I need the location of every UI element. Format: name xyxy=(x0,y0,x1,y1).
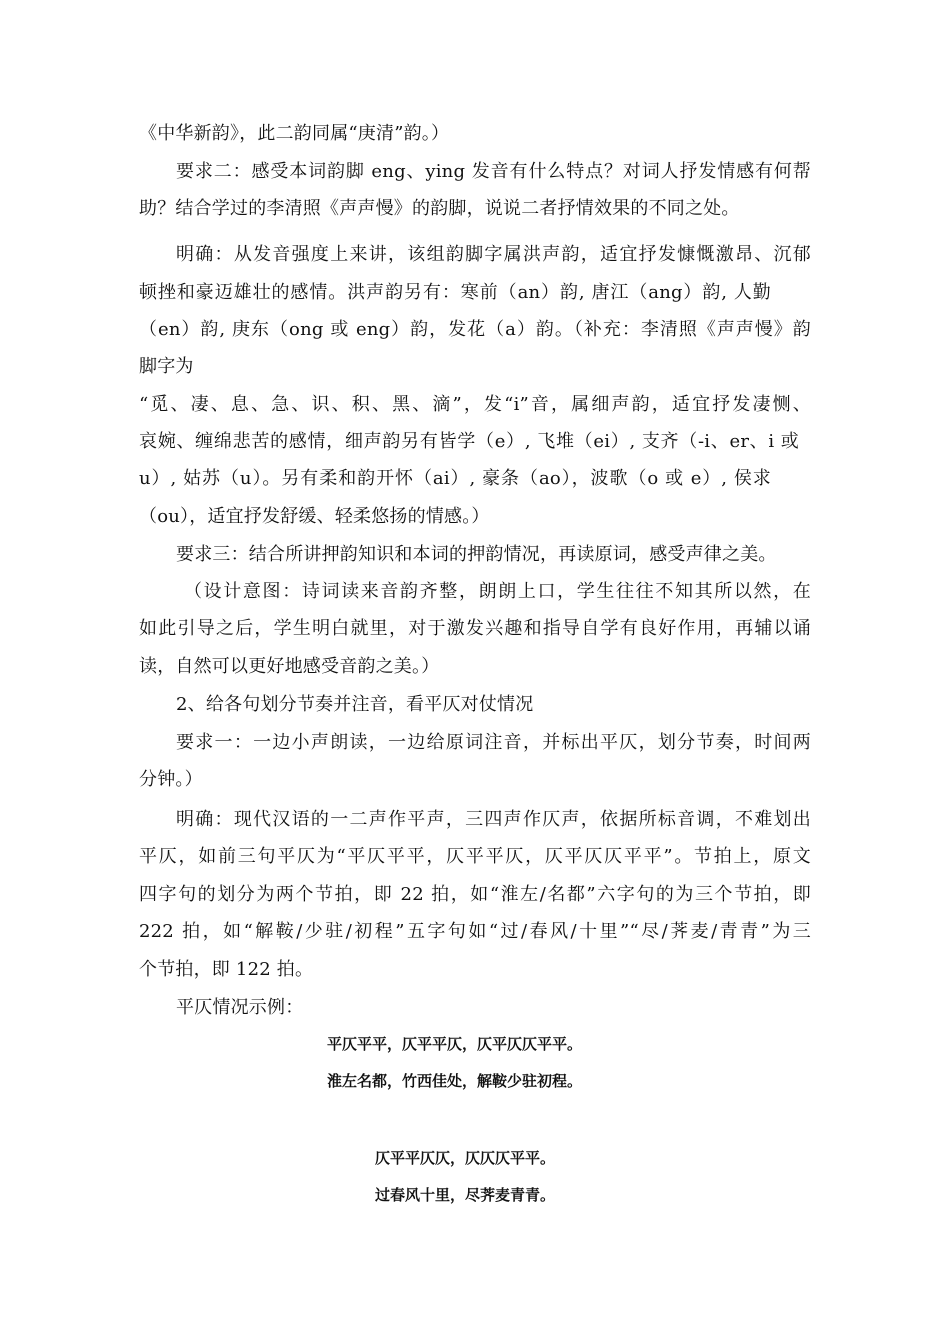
paragraph-line: 《中华新韵》，此二韵同属“庚清”韵。） xyxy=(139,123,450,144)
paragraph-line: 脚字为 xyxy=(139,356,194,377)
paragraph-line: （ou），适宜抒发舒缓、轻柔悠扬的情感。） xyxy=(139,506,490,527)
paragraph-line: （设计意图：诗词读来音韵齐整，朗朗上口，学生往往不知其所以然，在 xyxy=(184,581,811,602)
example-line: 仄平平仄仄，仄仄仄平平。 xyxy=(375,1149,556,1167)
paragraph-line: 要求二：感受本词韵脚 eng、ying 发音有什么特点？对词人抒发情感有何帮 xyxy=(176,161,811,182)
paragraph-line: 如此引导之后，学生明白就里，对于激发兴趣和指导自学有良好作用，再辅以诵 xyxy=(139,618,811,639)
paragraph-line: 读，自然可以更好地感受音韵之美。） xyxy=(139,656,440,677)
paragraph-line: u）, 姑苏（u）。另有柔和韵开怀（ai）, 豪条（ao），波歌（o 或 e）, 侯求 xyxy=(139,468,771,489)
paragraph-line: 助？结合学过的李清照《声声慢》的韵脚，说说二者抒情效果的不同之处。 xyxy=(139,198,740,219)
paragraph-line: 顿挫和豪迈雄壮的感情。洪声韵另有：寒前（an）韵, 唐江（ang）韵, 人勤 xyxy=(139,282,771,303)
paragraph-line: 明确：从发音强度上来讲，该组韵脚字属洪声韵，适宜抒发慷慨激昂、沉郁 xyxy=(176,244,811,265)
paragraph-line: 要求三：结合所讲押韵知识和本词的押韵情况，再读原词，感受声律之美。 xyxy=(176,544,777,565)
example-line: 平仄平平，仄平平仄，仄平仄仄平平。 xyxy=(327,1035,583,1053)
paragraph-line: 哀婉、缠绵悲苦的感情，细声韵另有皆学（e）, 飞堆（ei）, 支齐（-i、er、i 或 xyxy=(139,431,799,452)
example-line: 过春风十里，尽荠麦青青。 xyxy=(375,1186,556,1204)
paragraph-line: 四字句的划分为两个节拍，即 22 拍，如“淮左/名都”六字句的为三个节拍，即 xyxy=(139,884,811,905)
paragraph-line: 2、给各句划分节奏并注音，看平仄对仗情况 xyxy=(176,694,534,715)
paragraph-line: 222 拍，如“解鞍/少驻/初程”五字句如“过/春风/十里”“尽/荠麦/青青”为三 xyxy=(139,921,812,942)
example-line: 淮左名都，竹西佳处，解鞍少驻初程。 xyxy=(327,1072,583,1090)
paragraph-line: 平仄情况示例： xyxy=(176,997,304,1018)
paragraph-line: 个节拍，即 122 拍。 xyxy=(139,959,314,980)
paragraph-line: 明确：现代汉语的一二声作平声，三四声作仄声，依据所标音调，不难划出 xyxy=(176,809,811,830)
paragraph-line: （en）韵, 庚东（ong 或 eng）韵，发花（a）韵。（补充：李清照《声声慢》韵 xyxy=(139,319,811,340)
paragraph-line: 要求一：一边小声朗读，一边给原词注音，并标出平仄，划分节奏，时间两 xyxy=(176,732,811,753)
paragraph-line: 分钟。） xyxy=(139,769,203,790)
paragraph-line: 平仄，如前三句平仄为“平仄平平，仄平平仄，仄平仄仄平平”。节拍上，原文 xyxy=(139,846,811,867)
paragraph-line: “觅、凄、息、急、识、积、黑、滴”，发“i”音，属细声韵，适宜抒发凄恻、 xyxy=(139,394,811,415)
